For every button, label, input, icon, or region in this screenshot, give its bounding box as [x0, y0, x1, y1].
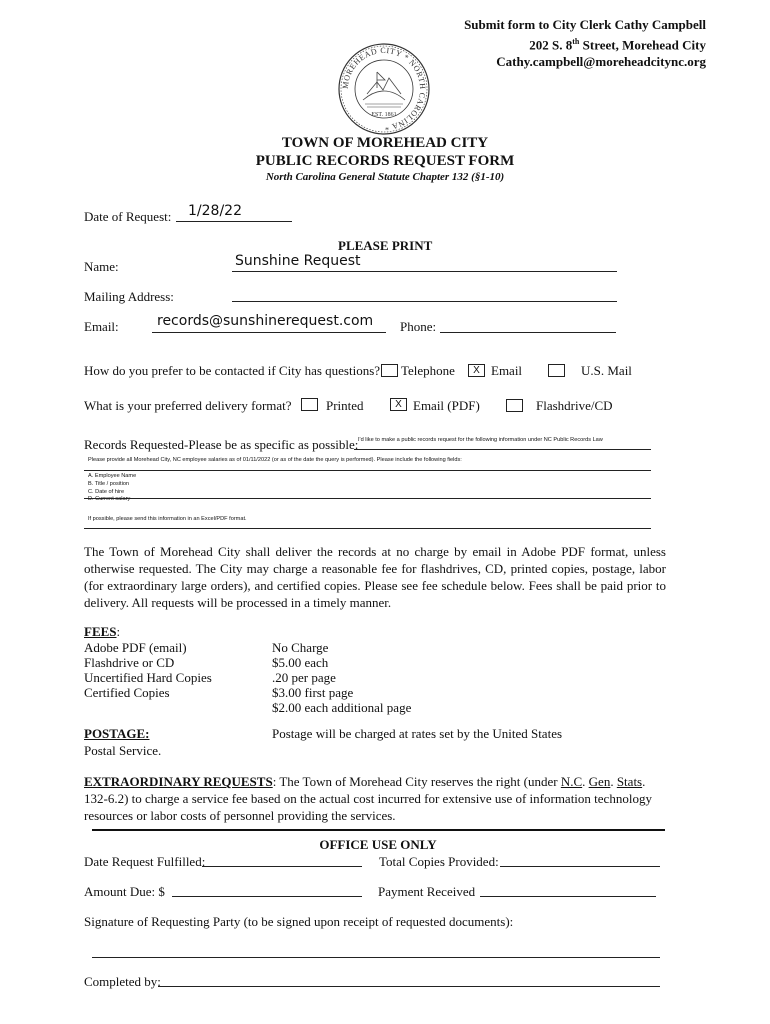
email-field-line[interactable]	[152, 332, 386, 333]
amount-due-label: Amount Due: $	[84, 884, 165, 899]
mailing-address-field-line[interactable]	[232, 301, 617, 302]
submit-to-header	[464, 16, 706, 70]
records-line-1[interactable]	[354, 449, 651, 450]
telephone-option-label: Telephone	[401, 363, 455, 378]
email-value[interactable]: records@sunshinerequest.com	[157, 313, 374, 329]
flashdrive-cd-option-label: Flashdrive/CD	[536, 398, 613, 413]
date-fulfilled-label: Date Request Fulfilled:	[84, 854, 206, 869]
fee-price: No Charge	[272, 640, 329, 655]
records-text-last[interactable]: If possible, please send this information in an Excel/PDF format.	[88, 516, 247, 522]
address-line: 202 S. 8th Street, Morehead City	[529, 37, 706, 53]
delivery-format-question: What is your preferred delivery format?	[84, 398, 292, 413]
records-line-2[interactable]	[84, 470, 651, 471]
town-name: TOWN OF MOREHEAD CITY	[281, 135, 489, 151]
name-field-line[interactable]	[232, 271, 617, 272]
postage-text: Postage will be charged at rates set by the United States	[272, 726, 563, 741]
mailing-address-label: Mailing Address:	[84, 289, 174, 304]
fee-item: Certified Copies	[84, 685, 170, 700]
signature-line[interactable]	[92, 957, 660, 958]
us-mail-option-label: U.S. Mail	[581, 363, 632, 378]
policy-paragraph: The Town of Morehead City shall deliver the records at no charge by email in Adobe PDF format, unless otherwise requested. The City may charge a reasonable fee for flashdrives, CD, printed copies, postage, labor (for extraordinary large orders), and certified copies. Please see fee schedule below. Fees shall be paid prior to delivery. All requests will be processed in a timely manner.	[84, 544, 666, 610]
name-value[interactable]: Sunshine Request	[235, 253, 361, 269]
phone-label: Phone:	[400, 319, 437, 334]
fee-item: Adobe PDF (email)	[84, 640, 187, 655]
email-pdf-option-label: Email (PDF)	[413, 398, 480, 413]
payment-received-label: Payment Received	[378, 884, 476, 899]
total-copies-line[interactable]	[500, 866, 660, 867]
records-field-item: A. Employee Name	[88, 473, 137, 479]
email-option-label: Email	[491, 363, 523, 378]
records-field-item: D. Current salary	[88, 496, 131, 503]
printed-checkbox[interactable]	[301, 398, 318, 411]
office-use-divider	[92, 829, 665, 831]
form-title: PUBLIC RECORDS REQUEST FORM	[255, 153, 515, 169]
svg-text:EST. 1861: EST. 1861	[371, 112, 397, 118]
date-label: Date of Request:	[84, 209, 172, 224]
records-field-item: C. Date of hire	[88, 488, 125, 495]
date-field-line[interactable]	[176, 221, 292, 222]
statute-reference: North Carolina General Statute Chapter 132 (§1-10)	[265, 171, 505, 183]
extraordinary-heading: EXTRAORDINARY REQUESTS	[84, 774, 273, 789]
records-text-2[interactable]: Please provide all Morehead City, NC employee salaries as of 01/11/2022 (or as of the date the query is performed). Please include the following fields:	[88, 457, 462, 463]
fees-heading: FEES:	[84, 624, 121, 639]
fee-item: Flashdrive or CD	[84, 655, 175, 670]
email-label: Email:	[84, 319, 119, 334]
extraordinary-requests-paragraph: EXTRAORDINARY REQUESTS: The Town of Morehead City reserves the right (under N.C. Gen. Stats. 132-6.2) to charge a service fee based on the actual cost incurred for extensive use of information technology resources or labor costs of personnel providing the services.	[84, 774, 652, 823]
email-pdf-checkbox[interactable]: X	[390, 398, 407, 411]
fee-price: .20 per page	[272, 670, 336, 685]
phone-field-line[interactable]	[440, 332, 616, 333]
town-title	[0, 134, 770, 170]
fee-price: $5.00 each	[272, 655, 329, 670]
name-label: Name:	[84, 259, 119, 274]
records-text-1[interactable]: I'd like to make a public records request for the following information under NC Public Records Law	[358, 437, 603, 443]
town-seal	[337, 42, 431, 136]
submit-to-line: Submit form to City Clerk Cathy Campbell	[464, 17, 706, 32]
records-requested-label: Records Requested-Please be as specific as possible:	[84, 437, 359, 452]
completed-by-line[interactable]	[158, 986, 660, 987]
telephone-checkbox[interactable]	[381, 364, 398, 377]
amount-due-line[interactable]	[172, 896, 362, 897]
payment-received-line[interactable]	[480, 896, 656, 897]
email-contact-checkbox[interactable]: X	[468, 364, 485, 377]
date-value[interactable]: 1/28/22	[188, 203, 242, 219]
date-fulfilled-line[interactable]	[202, 866, 362, 867]
printed-option-label: Printed	[326, 398, 364, 413]
signature-label: Signature of Requesting Party (to be signed upon receipt of requested documents):	[84, 914, 514, 929]
records-field-list[interactable]	[88, 473, 136, 504]
svg-text:MOREHEAD CITY * NORTH CAROLINA: MOREHEAD CITY * NORTH CAROLINA *	[340, 45, 428, 133]
contact-preference-question: How do you prefer to be contacted if City has questions?	[84, 363, 381, 378]
postage-heading: POSTAGE:	[84, 726, 150, 741]
fee-price: $3.00 first page	[272, 685, 354, 700]
us-mail-checkbox[interactable]	[548, 364, 565, 377]
fee-price: $2.00 each additional page	[272, 700, 412, 715]
records-line-3[interactable]	[84, 498, 651, 499]
fees-prices	[272, 640, 411, 715]
flashdrive-cd-checkbox[interactable]	[506, 399, 523, 412]
fee-item: Uncertified Hard Copies	[84, 670, 212, 685]
office-use-heading: OFFICE USE ONLY	[319, 837, 437, 852]
completed-by-label: Completed by:	[84, 974, 161, 989]
records-field-item: B. Title / position	[88, 480, 130, 487]
clerk-email: Cathy.campbell@moreheadcitync.org	[496, 54, 706, 70]
fees-items	[84, 640, 212, 700]
postage-text-continued: Postal Service.	[84, 743, 162, 758]
total-copies-label: Total Copies Provided:	[379, 854, 499, 869]
records-line-4[interactable]	[84, 528, 651, 529]
please-print-heading: PLEASE PRINT	[338, 238, 433, 253]
